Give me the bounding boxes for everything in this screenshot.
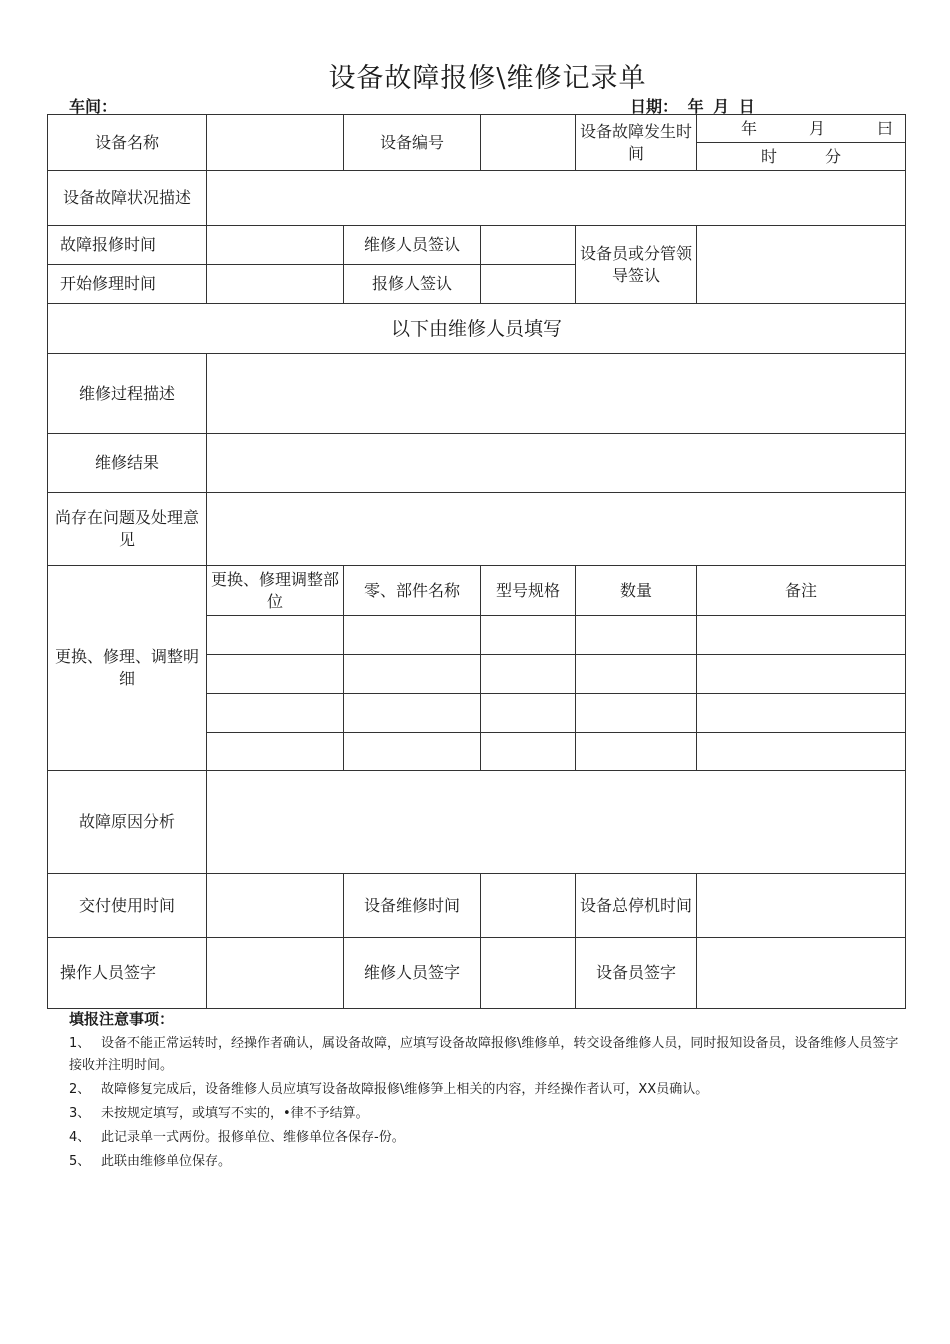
repair-result-field[interactable] (207, 434, 906, 493)
parts-header: 零、部件名称 (344, 566, 481, 616)
manager-sign-label: 设备员或分管领导签认 (576, 226, 697, 304)
parts-cell[interactable] (207, 733, 344, 771)
repairer-sign2-label: 维修人员签字 (344, 938, 481, 1009)
parts-cell[interactable] (576, 733, 697, 771)
day-label: 曰 (876, 118, 893, 138)
month-label: 月 (808, 118, 825, 138)
equip-officer-sign-field[interactable] (697, 938, 906, 1009)
parts-cell[interactable] (697, 733, 906, 771)
parts-cell[interactable] (344, 655, 481, 694)
parts-cell[interactable] (481, 733, 576, 771)
fault-time-field[interactable] (697, 115, 906, 171)
note-item (69, 1103, 909, 1125)
note-item (69, 1127, 909, 1149)
parts-cell[interactable] (576, 616, 697, 655)
note-item (69, 1151, 909, 1173)
workshop-label: 车间： (69, 97, 118, 116)
start-time-field[interactable] (207, 265, 344, 304)
note-number: 2、 (69, 1082, 91, 1097)
reporter-sign-field[interactable] (481, 265, 576, 304)
parts-cell[interactable] (344, 616, 481, 655)
form-title: 设备故障报修\维修记录单 (328, 63, 647, 94)
parts-cell[interactable] (697, 655, 906, 694)
parts-cell[interactable] (481, 655, 576, 694)
notes-section (69, 1008, 909, 1175)
parts-cell[interactable] (207, 616, 344, 655)
fault-desc-field[interactable] (207, 171, 906, 226)
delivery-time-field[interactable] (207, 874, 344, 938)
date-label: 日期： 年 月 日 (630, 97, 755, 116)
issues-field[interactable] (207, 493, 906, 566)
repairer-sign-label: 维修人员签认 (344, 226, 481, 265)
reporter-sign-label: 报修人签认 (344, 265, 481, 304)
repair-process-label: 维修过程描述 (48, 354, 207, 434)
equip-no-field[interactable] (481, 115, 576, 171)
year-label: 年 (741, 118, 758, 138)
fault-desc-label: 设备故障状况描述 (48, 171, 207, 226)
parts-cell[interactable] (697, 694, 906, 733)
repair-record-form (47, 114, 906, 1009)
equip-name-field[interactable] (207, 115, 344, 171)
equip-officer-sign-label: 设备员签字 (576, 938, 697, 1009)
parts-cell[interactable] (344, 694, 481, 733)
note-item (69, 1079, 909, 1101)
parts-header: 备注 (697, 566, 906, 616)
note-text: 未按规定填写，或填写不实的，•律不予结算。 (101, 1106, 369, 1121)
parts-detail-label: 更换、修理、调整明细 (48, 566, 207, 771)
note-number: 1、 (69, 1036, 91, 1051)
parts-cell[interactable] (207, 655, 344, 694)
hour-label: 时 (760, 146, 777, 166)
equip-name-label: 设备名称 (48, 115, 207, 171)
parts-cell[interactable] (576, 694, 697, 733)
repair-time-field[interactable] (481, 874, 576, 938)
operator-sign-label: 操作人员签字 (48, 938, 207, 1009)
parts-header: 型号规格 (481, 566, 576, 616)
cause-analysis-field[interactable] (207, 771, 906, 874)
manager-sign-field[interactable] (697, 226, 906, 304)
repairer-sign2-field[interactable] (481, 938, 576, 1009)
downtime-label: 设备总停机时间 (576, 874, 697, 938)
note-item (69, 1033, 909, 1077)
report-time-label: 故障报修时间 (48, 226, 207, 265)
repair-process-field[interactable] (207, 354, 906, 434)
note-text: 设备不能正常运转时，经操作者确认，属设备故障，应填写设备故障报修\维修单，转交设备维修人员，同时报知设备员，设备维修人员签字接收并注明时间。 (69, 1036, 899, 1073)
minute-label: 分 (825, 146, 842, 166)
parts-cell[interactable] (481, 694, 576, 733)
note-number: 4、 (69, 1130, 91, 1145)
repair-time-label: 设备维修时间 (344, 874, 481, 938)
note-text: 此联由维修单位保存。 (101, 1154, 232, 1169)
section-header: 以下由维修人员填写 (48, 304, 906, 354)
fault-time-label: 设备故障发生时间 (576, 115, 697, 171)
cause-analysis-label: 故障原因分析 (48, 771, 207, 874)
delivery-time-label: 交付使用时间 (48, 874, 207, 938)
issues-label: 尚存在问题及处理意见 (48, 493, 207, 566)
operator-sign-field[interactable] (207, 938, 344, 1009)
parts-header: 更换、修理调整部位 (207, 566, 344, 616)
downtime-field[interactable] (697, 874, 906, 938)
parts-header: 数量 (576, 566, 697, 616)
parts-cell[interactable] (697, 616, 906, 655)
start-time-label: 开始修理时间 (48, 265, 207, 304)
report-time-field[interactable] (207, 226, 344, 265)
parts-cell[interactable] (576, 655, 697, 694)
note-number: 5、 (69, 1154, 91, 1169)
note-number: 3、 (69, 1106, 91, 1121)
note-text: 故障修复完成后，设备维修人员应填写设备故障报修\维修笋上相关的内容，并经操作者认可，XX员确认。 (101, 1082, 709, 1097)
parts-cell[interactable] (481, 616, 576, 655)
repair-result-label: 维修结果 (48, 434, 207, 493)
repairer-sign-field[interactable] (481, 226, 576, 265)
notes-title: 填报注意事项： (69, 1010, 175, 1028)
parts-cell[interactable] (207, 694, 344, 733)
equip-no-label: 设备编号 (344, 115, 481, 171)
parts-cell[interactable] (344, 733, 481, 771)
note-text: 此记录单一式两份。报修单位、维修单位各保存-份。 (101, 1130, 405, 1145)
